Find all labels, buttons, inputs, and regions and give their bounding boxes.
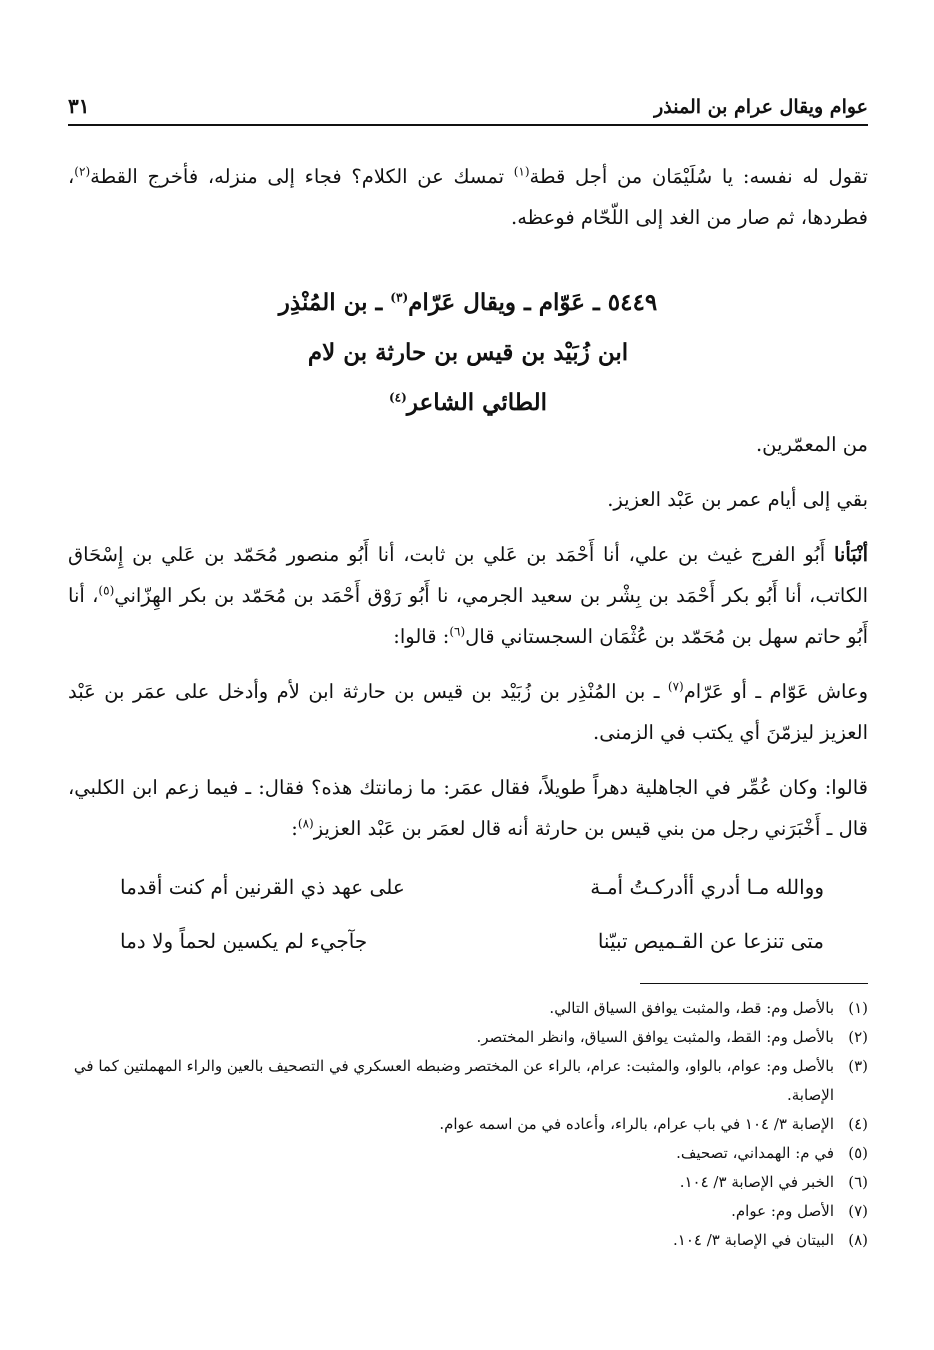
- footnote-ref-6[interactable]: (٦): [449, 624, 466, 639]
- page-number: ٣١: [68, 94, 90, 118]
- footnote-ref-4[interactable]: (٤): [388, 390, 407, 405]
- heading-line-2: ابن زُبَيْد بن قيس بن حارثة بن لام: [307, 339, 629, 366]
- footnote-2: [70, 1023, 868, 1052]
- footnote-number: (٢): [848, 1028, 868, 1046]
- heading-line-3: [68, 378, 868, 428]
- footnote-text: البيتان في الإصابة ٣/ ١٠٤.: [673, 1231, 834, 1249]
- intro-text-1: تقول له نفسه: يا سُلَيْمَان من أجل قطة: [529, 165, 868, 188]
- paragraph-4-text-a: وعاش عَوّام ـ أو عَرّام: [683, 680, 868, 703]
- footnote-ref-8[interactable]: (٨): [297, 816, 314, 831]
- intro-text-2: تمسك عن الكلام؟ فجاء إلى منزله، فأخرج القطة: [90, 165, 514, 188]
- page-header: [68, 84, 868, 126]
- paragraph-3: [68, 534, 868, 657]
- footnote-text: الخبر في الإصابة ٣/ ١٠٤.: [679, 1173, 834, 1191]
- footnotes: [70, 994, 868, 1255]
- footnote-text: الإصابة ٣/ ١٠٤ في باب عرام، بالراء، وأعاده في من اسمه عوام.: [439, 1115, 834, 1133]
- footnote-3: [70, 1052, 868, 1110]
- footnote-number: (٨): [848, 1231, 868, 1249]
- verse-1-hemistich-2: على عهد ذي القرنين أم كنت أقدما: [120, 875, 405, 899]
- footnote-number: (٧): [848, 1202, 868, 1220]
- entry-heading: [68, 278, 868, 428]
- main-text: [68, 424, 868, 849]
- heading-line-1b: ـ بن المُنْذِر: [278, 289, 391, 316]
- paragraph-5-text-a: قالوا: وكان عُمِّر في الجاهلية دهراً طويلاً، فقال عمَر: ما زمانتك هذه؟ فقال: ـ فيما زعم ابن الكلبي، قال ـ أَخْبَرَني رجل من بني قيس بن حارثة أنه قال لعمَر بن عَبْد العزيز: [68, 776, 868, 840]
- footnote-1: [70, 994, 868, 1023]
- footnote-8: [70, 1226, 868, 1255]
- intro-text-3: ، فطردها، ثم صار من الغد إلى اللّحّام فوعظه.: [68, 165, 868, 229]
- paragraph-3-text-c: : قالوا:: [393, 625, 450, 648]
- paragraph-3-text-a: أَبُو الفرج غيث بن علي، أنا أَحْمَد بن عَلي بن ثابت، أنا أَبُو منصور مُحَمّد بن عَلي بن إِسْحَاق الكاتب، أنا أَبُو بكر أَحْمَد بن بِشْر بن سعيد الجرمي، نا أَبُو رَوْق أَحْمَد بن مُحَمّد بن بكر الهِزّاني: [68, 543, 868, 607]
- footnote-ref-5[interactable]: (٥): [98, 583, 115, 598]
- footnote-text: بالأصل وم: قط، والمثبت يوافق السياق التالي.: [549, 999, 834, 1017]
- heading-line-3-text: الطائي الشاعر: [406, 389, 548, 416]
- paragraph-1: من المعمّرين.: [755, 433, 868, 456]
- footnote-4: [70, 1110, 868, 1139]
- footnote-5: [70, 1139, 868, 1168]
- footnote-ref-7[interactable]: (٧): [667, 679, 684, 694]
- footnote-number: (٦): [848, 1173, 868, 1191]
- paragraph-4-text-b: ـ بن المُنْذِر بن زُبَيْد بن قيس بن حارثة ابن لأم وأدخل على عمَر بن عَبْد العزيز ليزمّنَ أي يكتب في الزمنى.: [68, 680, 868, 744]
- running-title: عوام ويقال عرام بن المنذر: [654, 96, 868, 118]
- verse-2-hemistich-2: جآجيء لم يكسين لحماً ولا دما: [120, 929, 368, 953]
- footnote-text: في م: الهمداني، تصحيف.: [676, 1144, 834, 1162]
- poem: [120, 860, 824, 968]
- verse-2-hemistich-1: متى تنزعا عن القـميص تبيّنا: [597, 929, 824, 953]
- intro-paragraph: [68, 156, 868, 238]
- paragraph-3-text-b: ، أنا أَبُو حاتم سهل بن مُحَمّد بن عُثْمَان السجستاني قال: [68, 584, 868, 648]
- intro-text: [68, 156, 868, 238]
- footnote-ref-3[interactable]: (٣): [390, 290, 409, 305]
- isnad-start: أنْبَأنا: [833, 543, 868, 566]
- paragraph-5-text-b: :: [291, 817, 298, 840]
- heading-line-1a: ٥٤٤٩ ـ عَوّام ـ ويقال عَرّام: [408, 289, 658, 316]
- footnote-ref-1[interactable]: (١): [513, 164, 530, 179]
- footnote-ref-2[interactable]: (٢): [74, 164, 91, 179]
- footnote-6: [70, 1168, 868, 1197]
- verse-line-1: [120, 860, 824, 914]
- paragraph-4: [68, 671, 868, 753]
- paragraph-2: بقي إلى أيام عمر بن عَبْد العزيز.: [607, 488, 868, 511]
- verse-line-2: [120, 914, 824, 968]
- paragraph-5: [68, 767, 868, 849]
- footnote-number: (٣): [848, 1057, 868, 1075]
- footnote-number: (٥): [848, 1144, 868, 1162]
- footnote-text: بالأصل وم: عوام، بالواو، والمثبت: عرام، بالراء عن المختصر وضبطه العسكري في التصحيف بالعين والراء المهملتين كما في الإصابة.: [73, 1057, 834, 1104]
- footnote-7: [70, 1197, 868, 1226]
- footnote-number: (١): [848, 999, 868, 1017]
- verse-1-hemistich-1: ووالله مـا أدري أأدركـتُ أمـة: [590, 875, 824, 899]
- footnote-number: (٤): [848, 1115, 868, 1133]
- footnote-text: الأصل وم: عوام.: [731, 1202, 834, 1220]
- footnote-divider: [640, 983, 868, 984]
- footnote-text: بالأصل وم: القط، والمثبت يوافق السياق، وانظر المختصر.: [476, 1028, 834, 1046]
- heading-line-1: [68, 278, 868, 328]
